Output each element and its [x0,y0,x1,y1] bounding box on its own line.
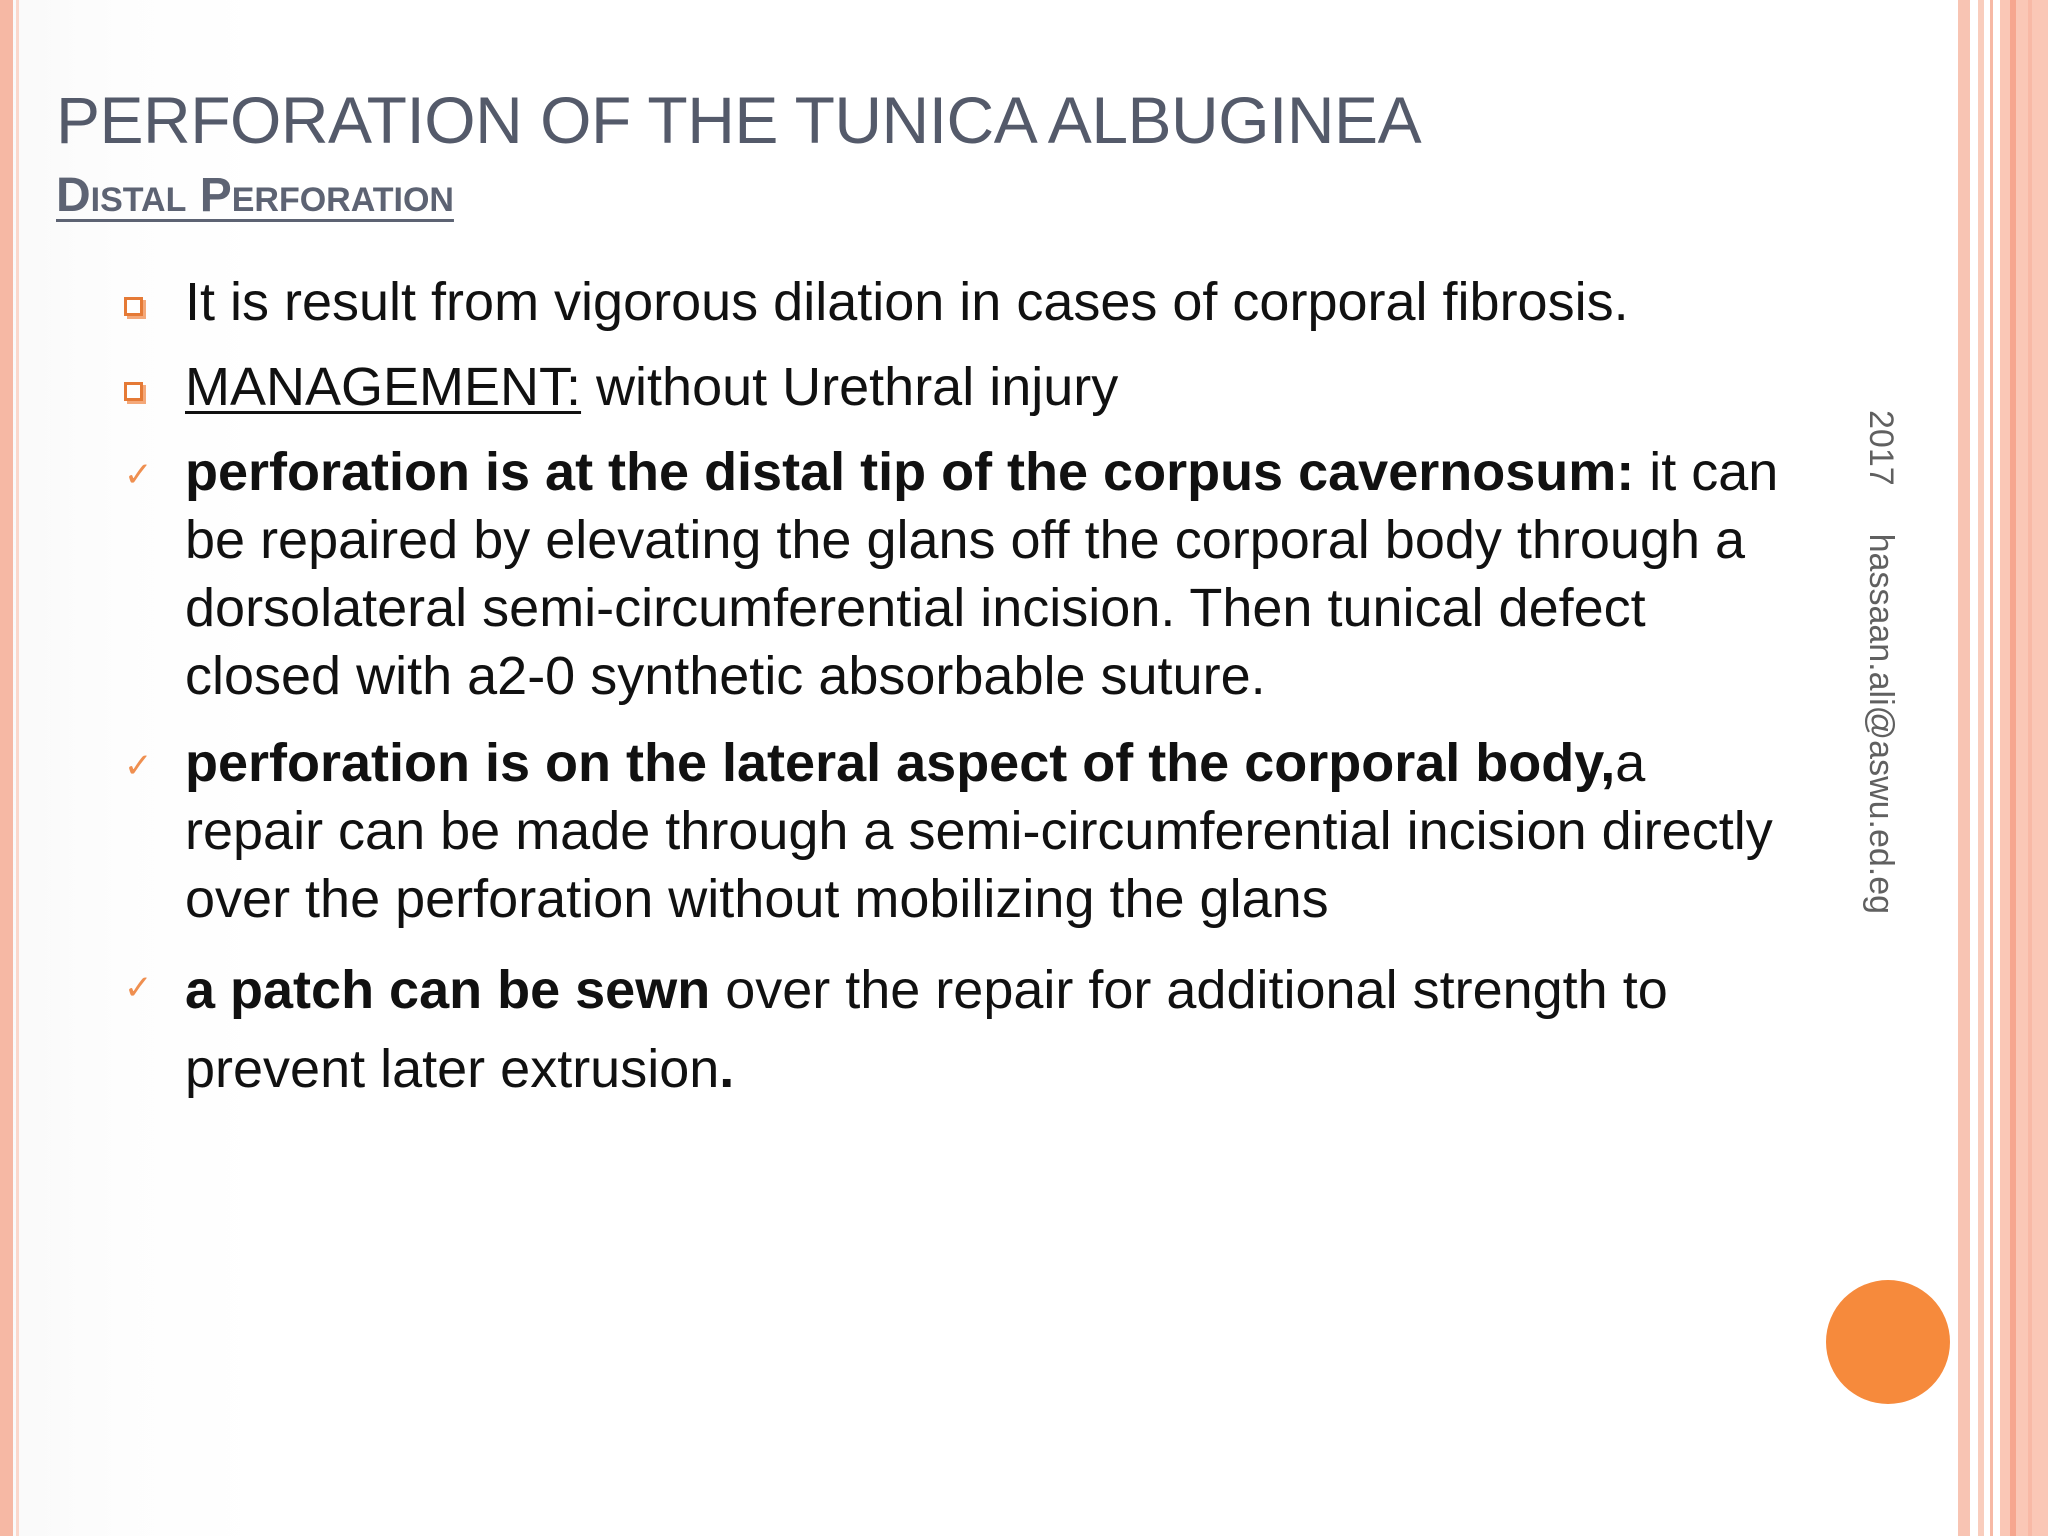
square-bullet-icon [124,297,143,316]
slide-title: PERFORATION OF THE TUNICA ALBUGINEA [56,83,1422,157]
left-border-stripe [0,0,13,1536]
bullet-item [185,353,1795,421]
bullet-text: a repair can be made through a semi-circumferential incision directly over the perforation without mobilizing the glans [185,733,1773,929]
right-border-stripe [1990,0,1993,1536]
right-border-band [2000,0,2048,1536]
square-bullet-icon [124,382,143,401]
right-border-stripe [1958,0,1970,1536]
slide-subtitle: Distal Perforation [56,169,454,222]
right-border-stripe [2028,0,2032,1536]
footer-email: hassaan.ali@aswu.ed.eg [1862,533,1900,915]
bullet-item [185,268,1795,336]
left-border-stripe-thin [16,0,19,1536]
bullet-text: It is result from vigorous dilation in cases of corporal fibrosis. [185,272,1629,332]
right-border-stripe [1978,0,1984,1536]
bullet-item [185,951,1795,1109]
bullet-item [185,438,1795,710]
bullet-end-period: . [719,1039,735,1099]
management-label: MANAGEMENT: [185,357,582,417]
bullet-item [185,729,1795,933]
decorative-orange-circle [1826,1280,1950,1404]
bullet-text: over the repair for additional strength to prevent later extrusion [185,960,1668,1099]
checkmark-icon: ✓ [124,455,153,495]
bullet-bold-lead: perforation is at the distal tip of the corpus cavernosum: [185,442,1635,502]
footer-year: 2017 [1862,410,1900,486]
bullet-bold-lead: a patch can be sewn [185,960,711,1020]
right-border-stripe [2010,0,2016,1536]
bullet-text: it can be repaired by elevating the glans off the corporal body through a dorsolateral semi-circumferential incision. Then tunical defect closed with a2-0 synthetic absorbable suture. [185,442,1779,706]
checkmark-icon: ✓ [124,968,153,1008]
vertical-footer [1861,410,1900,914]
bullet-text: without Urethral injury [581,357,1119,417]
checkmark-icon: ✓ [124,746,153,786]
bullet-bold-lead: perforation is on the lateral aspect of the corporal body, [185,733,1616,793]
